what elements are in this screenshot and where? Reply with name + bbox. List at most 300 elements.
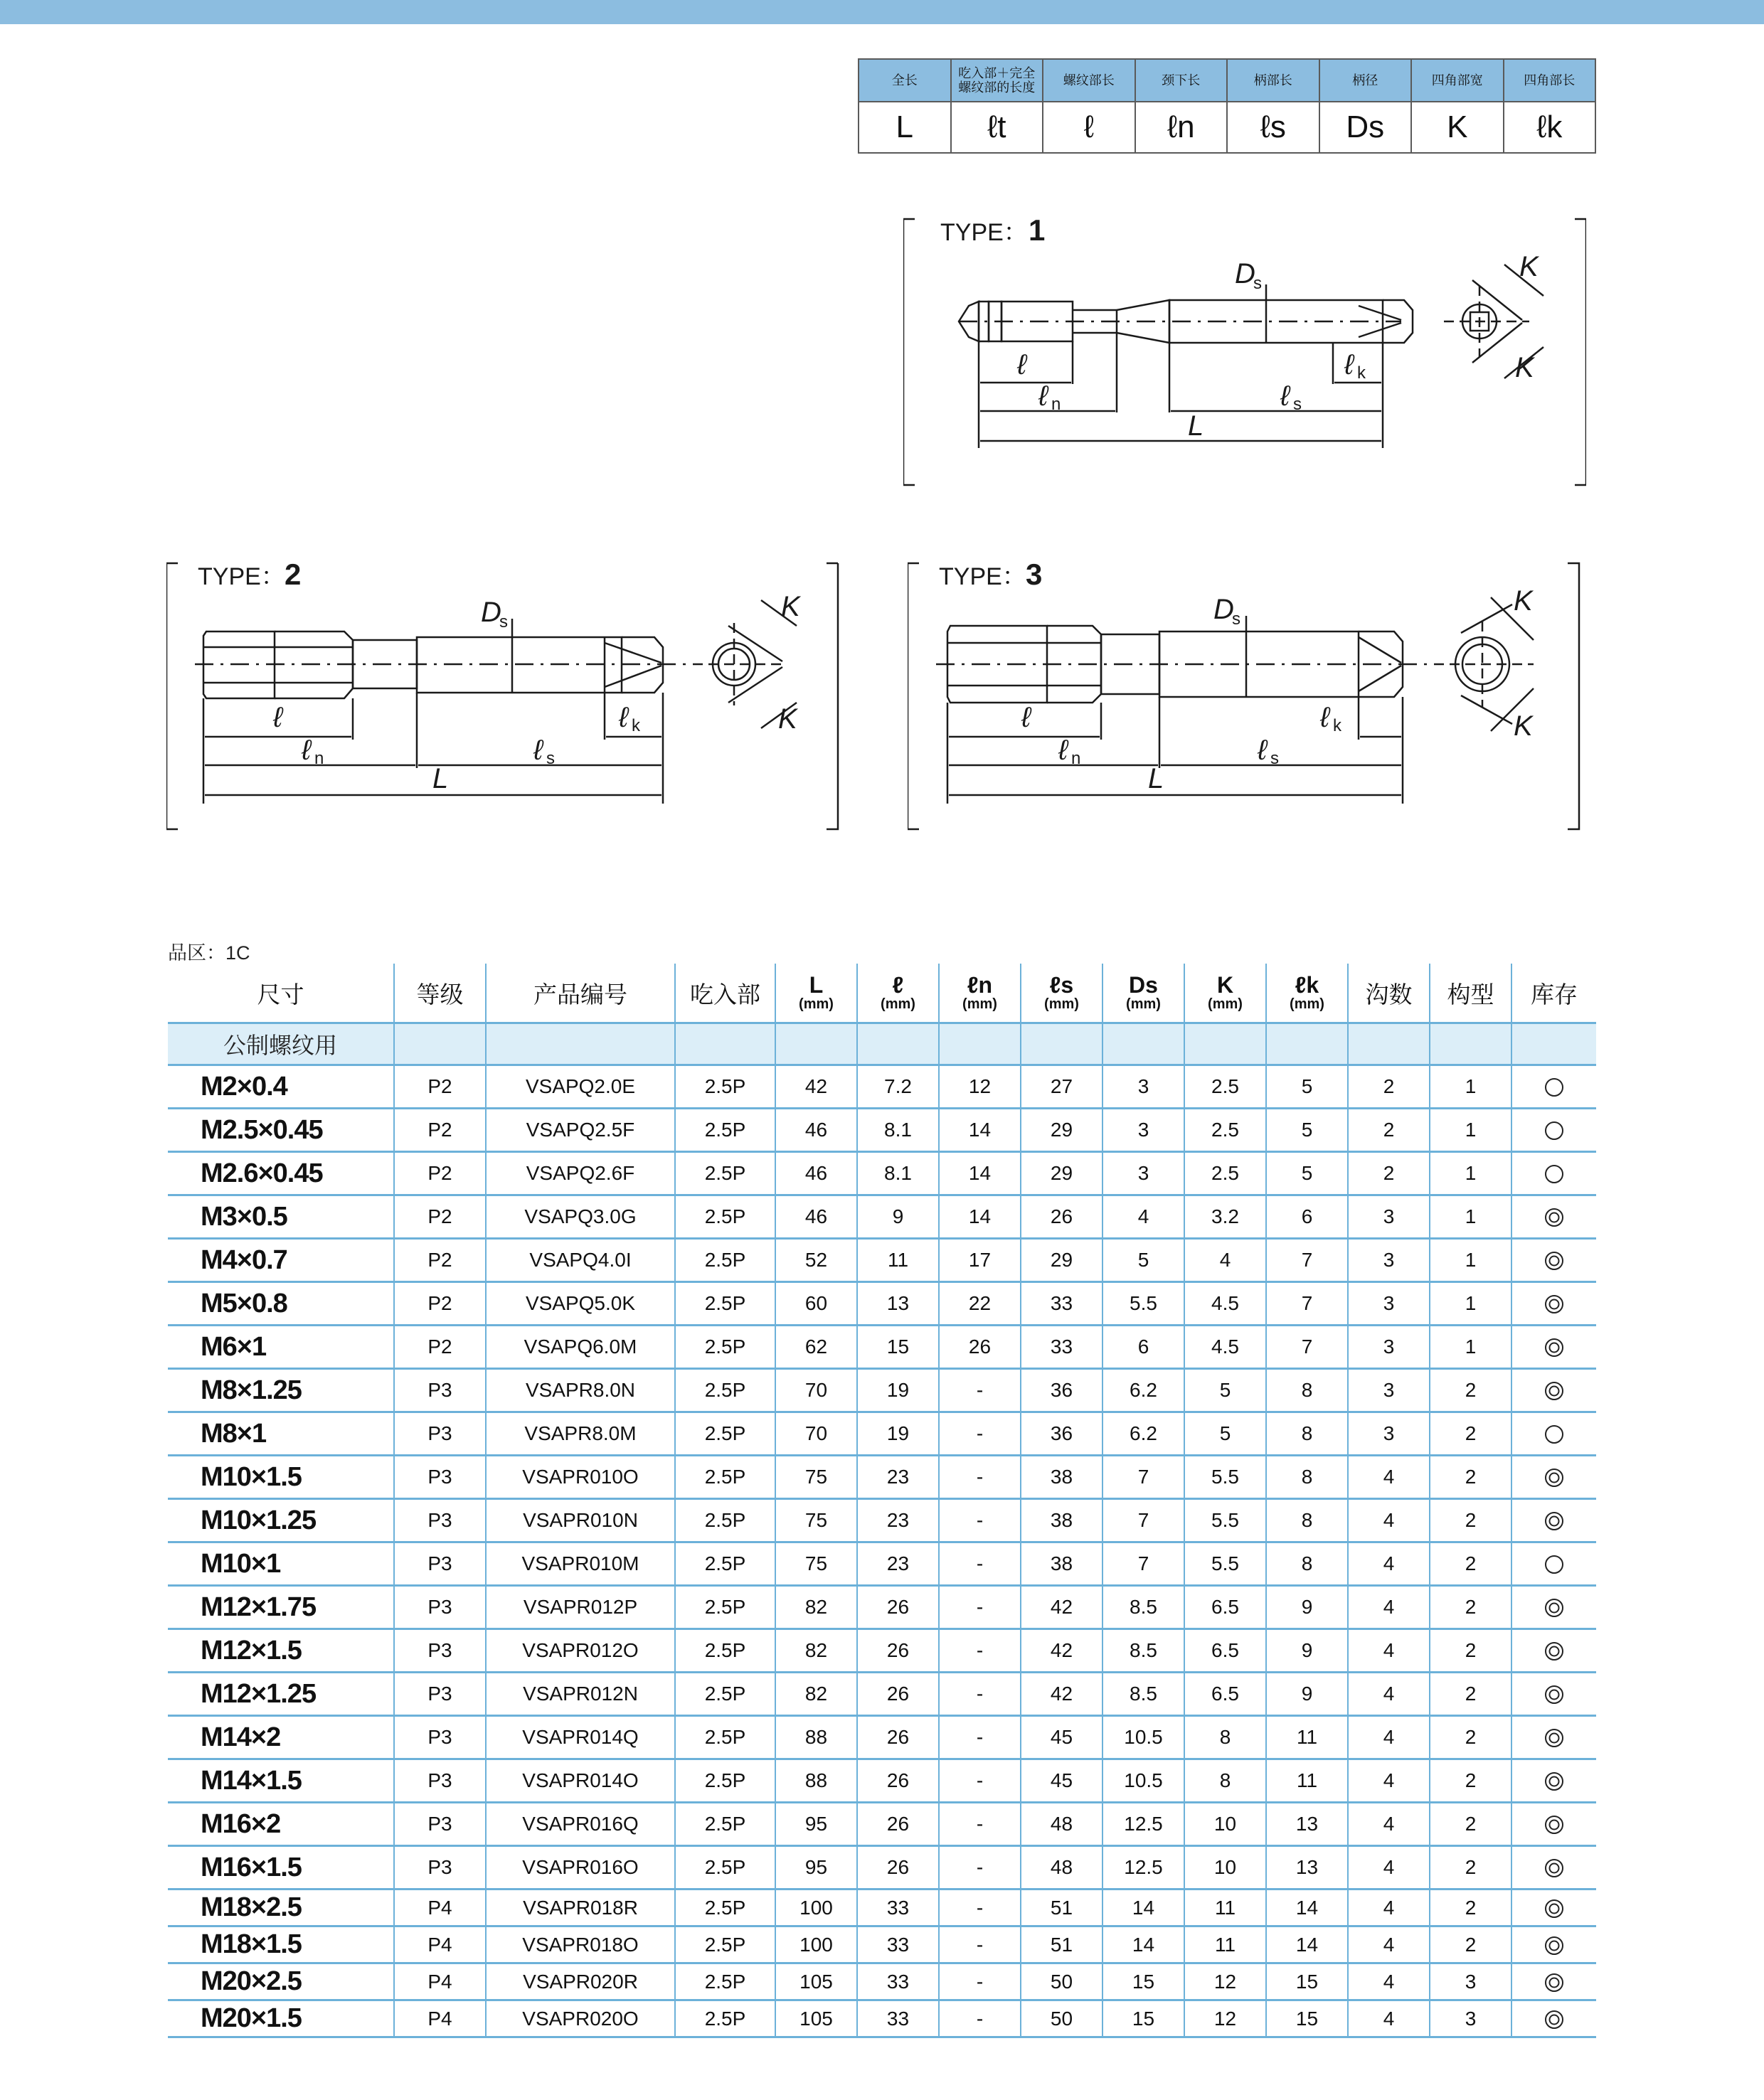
cell-size: M20×1.5 [168,2000,394,2037]
cell-grade: P2 [394,1065,486,1109]
cell-chamfer: 2.5P [675,1629,775,1673]
cell-type: 3 [1430,2000,1511,2037]
cell-L: 100 [775,1926,857,1963]
cell-lk: 13 [1266,1846,1348,1890]
cell-ln: 14 [939,1109,1021,1152]
type1-lk-sub: k [1357,363,1366,383]
type1-ds-label: D [1235,258,1255,289]
cell-ln: 12 [939,1065,1021,1109]
cell-l: 26 [857,1846,939,1890]
cell-L: 46 [775,1109,857,1152]
cell-code: VSAPR020R [486,1963,675,2000]
legend-symbol: ℓ [1043,102,1135,153]
cell-type: 2 [1430,1673,1511,1716]
cell-Ds: 7 [1102,1499,1184,1542]
type1-svg [903,206,1586,491]
cell-ln: - [939,1716,1021,1759]
header-chamfer: 吃入部 [675,964,775,1023]
cell-chamfer: 2.5P [675,1673,775,1716]
cell-Ds: 12.5 [1102,1803,1184,1846]
table-row [168,1239,1596,1282]
cell-ls: 42 [1021,1586,1102,1629]
cell-l: 26 [857,1759,939,1803]
cell-ln: - [939,1456,1021,1499]
type3-K-label-top: K [1514,585,1533,617]
cell-size: M18×2.5 [168,1890,394,1926]
cell-size: M8×1.25 [168,1369,394,1412]
cell-ln: 14 [939,1152,1021,1195]
cell-lk: 15 [1266,2000,1348,2037]
cell-l: 33 [857,1963,939,2000]
cell-flutes: 3 [1348,1239,1430,1282]
cell-Ds: 6.2 [1102,1369,1184,1412]
header-ls [1021,964,1102,1023]
stock-double-circle-icon [1511,1716,1596,1759]
cell-ln: - [939,1629,1021,1673]
cell-lk: 13 [1266,1803,1348,1846]
cell-lk: 8 [1266,1499,1348,1542]
type2-L-label: L [432,763,449,794]
cell-lk: 8 [1266,1456,1348,1499]
cell-size: M12×1.5 [168,1629,394,1673]
cell-ln: - [939,1673,1021,1716]
cell-ls: 36 [1021,1412,1102,1456]
header-symbol: K [1216,972,1234,998]
cell-Ds: 15 [1102,2000,1184,2037]
cell-flutes: 4 [1348,1542,1430,1586]
type1-number: 1 [1029,213,1046,247]
cell-K: 8 [1184,1716,1266,1759]
cell-Ds: 3 [1102,1065,1184,1109]
cell-code: VSAPR8.0M [486,1412,675,1456]
type3-ln-sub: n [1071,749,1081,768]
cell-L: 105 [775,2000,857,2037]
type3-ls-sub: s [1270,749,1279,768]
header-lk [1266,964,1348,1023]
cell-L: 100 [775,1890,857,1926]
cell-Ds: 5 [1102,1239,1184,1282]
cell-Ds: 7 [1102,1456,1184,1499]
type2-K-label-top: K [781,591,800,622]
cell-type: 1 [1430,1326,1511,1369]
cell-grade: P3 [394,1629,486,1673]
cell-K: 11 [1184,1890,1266,1926]
header-ln [939,964,1021,1023]
table-row [168,1369,1596,1412]
table-row [168,1673,1596,1716]
cell-l: 26 [857,1586,939,1629]
table-row [168,2000,1596,2037]
cell-chamfer: 2.5P [675,1759,775,1803]
cell-lk: 8 [1266,1412,1348,1456]
cell-lk: 8 [1266,1542,1348,1586]
cell-L: 42 [775,1065,857,1109]
header-unit: (mm) [799,996,834,1012]
cell-type: 2 [1430,1369,1511,1412]
type3-ds-sub: s [1232,609,1240,629]
cell-type: 2 [1430,1926,1511,1963]
cell-L: 88 [775,1759,857,1803]
cell-type: 2 [1430,1412,1511,1456]
cell-grade: P4 [394,1890,486,1926]
legend-symbol: L [859,102,951,153]
type3-lk-sub: k [1333,716,1341,735]
stock-circle-icon [1511,1109,1596,1152]
header-Ds [1102,964,1184,1023]
cell-size: M16×2 [168,1803,394,1846]
cell-chamfer: 2.5P [675,1803,775,1846]
header-flutes: 沟数 [1348,964,1430,1023]
legend-name: 柄部长 [1227,59,1319,102]
cell-code: VSAPR012O [486,1629,675,1673]
stock-double-circle-icon [1511,1629,1596,1673]
cell-lk: 7 [1266,1282,1348,1326]
cell-L: 62 [775,1326,857,1369]
cell-ls: 51 [1021,1926,1102,1963]
header-K [1184,964,1266,1023]
table-row [168,1065,1596,1109]
cell-K: 12 [1184,2000,1266,2037]
cell-flutes: 4 [1348,1803,1430,1846]
cell-type: 2 [1430,1803,1511,1846]
cell-chamfer: 2.5P [675,1239,775,1282]
cell-type: 2 [1430,1890,1511,1926]
cell-size: M3×0.5 [168,1195,394,1239]
cell-lk: 15 [1266,1963,1348,2000]
cell-size: M2.6×0.45 [168,1152,394,1195]
table-row [168,1759,1596,1803]
cell-ls: 33 [1021,1282,1102,1326]
header-unit: (mm) [962,996,997,1012]
legend-symbol: Ds [1319,102,1412,153]
cell-type: 3 [1430,1963,1511,2000]
cell-chamfer: 2.5P [675,1846,775,1890]
stock-double-circle-icon [1511,2000,1596,2037]
cell-size: M18×1.5 [168,1926,394,1963]
cell-K: 5.5 [1184,1456,1266,1499]
cell-type: 1 [1430,1195,1511,1239]
cell-size: M12×1.75 [168,1586,394,1629]
cell-l: 15 [857,1326,939,1369]
type3-drawing [908,548,1590,832]
type3-prefix: TYPE： [939,563,1026,590]
cell-chamfer: 2.5P [675,1412,775,1456]
cell-size: M8×1 [168,1412,394,1456]
cell-size: M20×2.5 [168,1963,394,2000]
cell-K: 11 [1184,1926,1266,1963]
legend-symbol: ℓs [1227,102,1319,153]
cell-type: 2 [1430,1542,1511,1586]
cell-code: VSAPR020O [486,2000,675,2037]
cell-L: 75 [775,1542,857,1586]
cell-chamfer: 2.5P [675,1065,775,1109]
type2-svg [166,548,849,832]
type1-K-label-top: K [1519,251,1539,282]
cell-l: 33 [857,1890,939,1926]
table-row [168,1629,1596,1673]
cell-l: 23 [857,1456,939,1499]
cell-lk: 9 [1266,1586,1348,1629]
legend-name: 四角部长 [1504,59,1596,102]
stock-double-circle-icon [1511,1673,1596,1716]
cell-ls: 42 [1021,1673,1102,1716]
cell-K: 8 [1184,1759,1266,1803]
cell-lk: 5 [1266,1152,1348,1195]
cell-K: 2.5 [1184,1065,1266,1109]
cell-Ds: 8.5 [1102,1629,1184,1673]
type2-lk-label: ℓ [619,702,628,733]
header-L [775,964,857,1023]
cell-ls: 50 [1021,2000,1102,2037]
cell-ln: - [939,1586,1021,1629]
type1-L-label: L [1188,410,1204,442]
legend-name: 柄径 [1319,59,1412,102]
stock-double-circle-icon [1511,1456,1596,1499]
cell-l: 11 [857,1239,939,1282]
cell-grade: P3 [394,1456,486,1499]
table-row [168,1803,1596,1846]
type2-number: 2 [285,558,302,591]
cell-Ds: 8.5 [1102,1673,1184,1716]
cell-Ds: 10.5 [1102,1716,1184,1759]
cell-Ds: 6 [1102,1326,1184,1369]
stock-double-circle-icon [1511,1890,1596,1926]
cell-ln: - [939,1412,1021,1456]
cell-ln: 17 [939,1239,1021,1282]
type3-lk-label: ℓ [1320,702,1329,733]
header-symbol: Ds [1129,972,1158,998]
cell-ls: 48 [1021,1846,1102,1890]
cell-grade: P3 [394,1586,486,1629]
cell-type: 2 [1430,1456,1511,1499]
cell-flutes: 3 [1348,1326,1430,1369]
type1-ln-sub: n [1051,395,1061,414]
table-row [168,1926,1596,1963]
cell-lk: 11 [1266,1716,1348,1759]
cell-lk: 9 [1266,1673,1348,1716]
cell-grade: P3 [394,1759,486,1803]
cell-grade: P3 [394,1716,486,1759]
cell-L: 82 [775,1586,857,1629]
cell-l: 19 [857,1412,939,1456]
cell-L: 70 [775,1412,857,1456]
top-color-bar [0,0,1764,24]
header-unit: (mm) [1290,996,1324,1012]
cell-chamfer: 2.5P [675,1499,775,1542]
type1-drawing [903,206,1586,491]
cell-code: VSAPR016O [486,1846,675,1890]
legend-symbol: ℓk [1504,102,1596,153]
legend-symbol: K [1411,102,1504,153]
table-row [168,1282,1596,1326]
cell-lk: 5 [1266,1065,1348,1109]
table-row [168,1152,1596,1195]
cell-ls: 27 [1021,1065,1102,1109]
type2-l-label: ℓ [273,702,282,733]
legend-name-row [859,59,1595,102]
stock-double-circle-icon [1511,1326,1596,1369]
cell-flutes: 4 [1348,1963,1430,2000]
table-row [168,1586,1596,1629]
cell-ln: - [939,1846,1021,1890]
type3-ls-label: ℓ [1258,735,1267,766]
cell-K: 5 [1184,1369,1266,1412]
cell-l: 7.2 [857,1065,939,1109]
cell-code: VSAPQ4.0I [486,1239,675,1282]
cell-ln: - [939,2000,1021,2037]
stock-double-circle-icon [1511,1499,1596,1542]
cell-grade: P2 [394,1152,486,1195]
cell-grade: P3 [394,1542,486,1586]
header-type: 构型 [1430,964,1511,1023]
header-size: 尺寸 [168,964,394,1023]
cell-code: VSAPR016Q [486,1803,675,1846]
cell-size: M2×0.4 [168,1065,394,1109]
cell-ln: - [939,1759,1021,1803]
table-row [168,1499,1596,1542]
cell-chamfer: 2.5P [675,1282,775,1326]
cell-grade: P4 [394,1963,486,2000]
cell-grade: P3 [394,1803,486,1846]
cell-code: VSAPR018O [486,1926,675,1963]
cell-flutes: 4 [1348,1890,1430,1926]
cell-flutes: 3 [1348,1282,1430,1326]
cell-code: VSAPR010N [486,1499,675,1542]
cell-L: 46 [775,1152,857,1195]
specification-table [168,964,1596,2038]
cell-ls: 48 [1021,1803,1102,1846]
cell-type: 1 [1430,1239,1511,1282]
cell-l: 33 [857,2000,939,2037]
cell-flutes: 2 [1348,1065,1430,1109]
cell-Ds: 3 [1102,1152,1184,1195]
cell-type: 1 [1430,1065,1511,1109]
cell-size: M14×2 [168,1716,394,1759]
type1-l-label: ℓ [1017,349,1026,380]
cell-ln: - [939,1803,1021,1846]
category-row [168,1023,1596,1065]
cell-K: 6.5 [1184,1586,1266,1629]
cell-ls: 38 [1021,1542,1102,1586]
cell-code: VSAPQ3.0G [486,1195,675,1239]
cell-grade: P4 [394,2000,486,2037]
cell-lk: 14 [1266,1926,1348,1963]
cell-lk: 11 [1266,1759,1348,1803]
cell-K: 12 [1184,1963,1266,2000]
cell-grade: P3 [394,1673,486,1716]
cell-size: M6×1 [168,1326,394,1369]
cell-L: 46 [775,1195,857,1239]
type1-lk-label: ℓ [1344,349,1354,380]
cell-l: 23 [857,1499,939,1542]
cell-l: 8.1 [857,1109,939,1152]
cell-l: 8.1 [857,1152,939,1195]
cell-size: M10×1.25 [168,1499,394,1542]
stock-double-circle-icon [1511,1195,1596,1239]
cell-chamfer: 2.5P [675,1326,775,1369]
cell-ln: 14 [939,1195,1021,1239]
stock-double-circle-icon [1511,1239,1596,1282]
cell-ls: 29 [1021,1109,1102,1152]
type3-l-label: ℓ [1021,702,1031,733]
cell-K: 2.5 [1184,1109,1266,1152]
cell-l: 23 [857,1542,939,1586]
cell-size: M14×1.5 [168,1759,394,1803]
header-symbol: ℓs [1049,972,1074,998]
stock-double-circle-icon [1511,1926,1596,1963]
type2-ds-sub: s [499,612,508,631]
cell-lk: 7 [1266,1326,1348,1369]
cell-flutes: 2 [1348,1109,1430,1152]
legend-name: 颈下长 [1135,59,1228,102]
cell-grade: P2 [394,1195,486,1239]
cell-grade: P4 [394,1926,486,1963]
cell-chamfer: 2.5P [675,1586,775,1629]
stock-double-circle-icon [1511,1846,1596,1890]
cell-chamfer: 2.5P [675,2000,775,2037]
cell-Ds: 3 [1102,1109,1184,1152]
cell-size: M12×1.25 [168,1673,394,1716]
legend-name: 全长 [859,59,951,102]
cell-K: 10 [1184,1846,1266,1890]
cell-L: 95 [775,1803,857,1846]
cell-l: 19 [857,1369,939,1412]
cell-Ds: 5.5 [1102,1282,1184,1326]
legend-name: 螺纹部长 [1043,59,1135,102]
table-row [168,1109,1596,1152]
stock-circle-icon [1511,1065,1596,1109]
type3-K-label-bottom: K [1514,710,1533,742]
stock-circle-icon [1511,1542,1596,1586]
cell-L: 88 [775,1716,857,1759]
table-header-row [168,964,1596,1023]
cell-ls: 29 [1021,1239,1102,1282]
legend-name: 吃入部＋完全螺纹部的长度 [951,59,1043,102]
cell-chamfer: 2.5P [675,1152,775,1195]
cell-flutes: 3 [1348,1412,1430,1456]
table-row [168,1963,1596,2000]
table-row [168,1326,1596,1369]
table-row [168,1542,1596,1586]
type2-ds-label: D [481,597,501,628]
cell-l: 9 [857,1195,939,1239]
cell-code: VSAPR010O [486,1456,675,1499]
cell-l: 26 [857,1673,939,1716]
cell-Ds: 12.5 [1102,1846,1184,1890]
cell-code: VSAPQ2.5F [486,1109,675,1152]
cell-Ds: 4 [1102,1195,1184,1239]
cell-flutes: 4 [1348,1846,1430,1890]
cell-ls: 51 [1021,1890,1102,1926]
cell-type: 1 [1430,1109,1511,1152]
type1-K-label-bottom: K [1515,352,1534,383]
cell-Ds: 6.2 [1102,1412,1184,1456]
cell-grade: P3 [394,1846,486,1890]
header-code: 产品编号 [486,964,675,1023]
cell-K: 4 [1184,1239,1266,1282]
type3-ds-label: D [1213,594,1234,625]
cell-K: 6.5 [1184,1629,1266,1673]
cell-L: 75 [775,1499,857,1542]
type2-prefix: TYPE： [198,563,285,590]
cell-lk: 9 [1266,1629,1348,1673]
cell-type: 2 [1430,1716,1511,1759]
type2-ls-label: ℓ [533,735,543,766]
stock-double-circle-icon [1511,1586,1596,1629]
legend-symbol: ℓt [951,102,1043,153]
table-row [168,1412,1596,1456]
cell-type: 2 [1430,1846,1511,1890]
